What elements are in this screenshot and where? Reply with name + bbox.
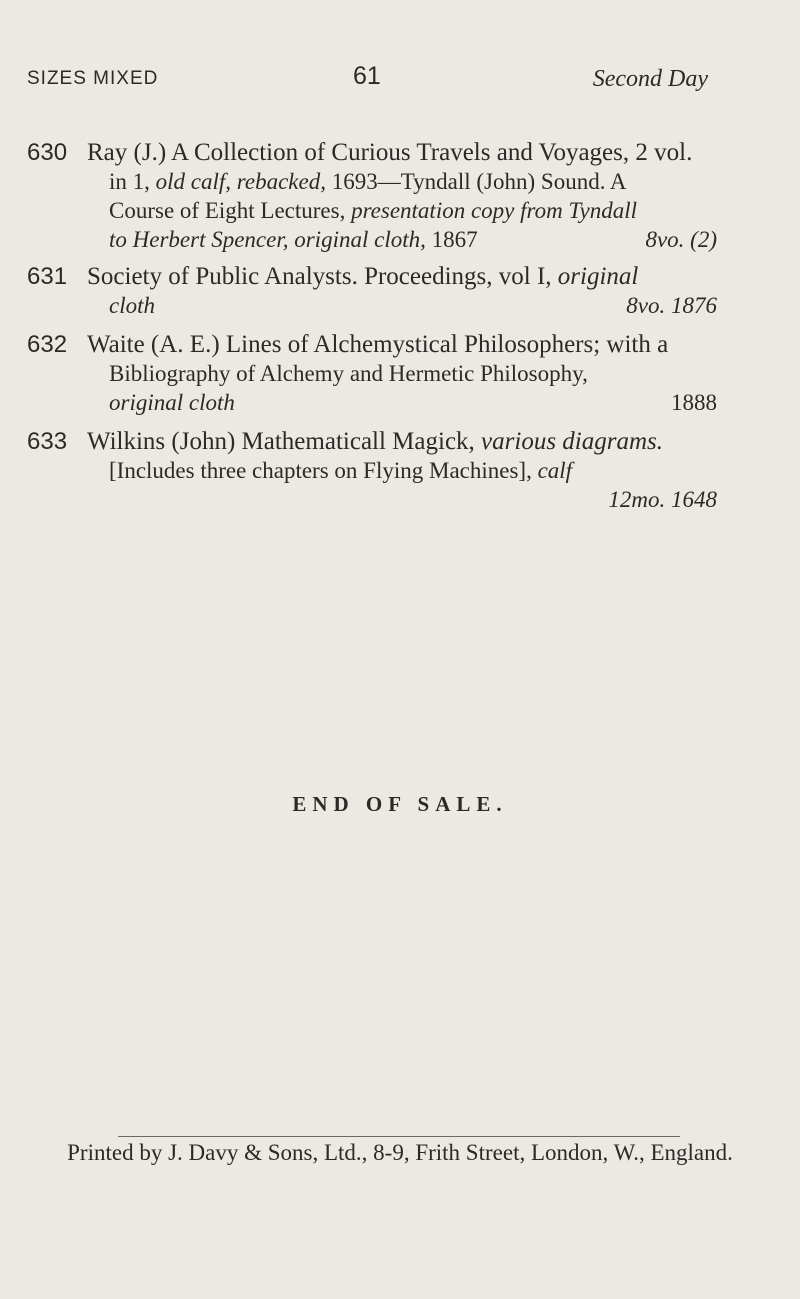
lot-text-italic: presentation copy from Tyndall — [351, 198, 638, 223]
lot-line — [87, 485, 717, 514]
lot-entry-633 — [27, 427, 717, 514]
lot-line — [87, 167, 717, 196]
lot-number: 630 — [27, 139, 68, 166]
lot-line — [87, 225, 717, 254]
lot-text-italic: original cloth — [109, 390, 235, 415]
lot-number: 631 — [27, 263, 68, 290]
lot-line — [87, 456, 717, 485]
lot-text: 1693—Tyndall (John) Sound. A — [325, 169, 627, 194]
lot-number: 632 — [27, 331, 68, 358]
lot-line — [87, 291, 717, 320]
lot-text: Wilkins (John) Mathematicall Magick, — [87, 428, 482, 455]
lot-line: Bibliography of Alchemy and Hermetic Philosophy, — [109, 361, 588, 386]
printer-imprint: Printed by J. Davy & Sons, Ltd., 8-9, Frith Street, London, W., England. — [67, 1140, 733, 1165]
lot-text: 1867 — [425, 227, 478, 252]
lot-text-italic: original — [557, 263, 639, 290]
footer-divider — [118, 1136, 680, 1137]
page-number: 61 — [353, 62, 381, 90]
lot-text: Course of Eight Lectures, — [109, 198, 352, 223]
lot-format: 8vo. (2) — [645, 227, 717, 252]
lot-description — [87, 330, 717, 417]
lot-line: Ray (J.) A Collection of Curious Travels and Voyages, 2 vol. — [87, 139, 693, 166]
lot-text-italic: calf — [537, 458, 573, 483]
running-head-right: Second Day — [592, 66, 708, 92]
lot-line: Waite (A. E.) Lines of Alchemystical Philosophers; with a — [87, 331, 669, 358]
end-of-sale-heading: END OF SALE. — [292, 792, 508, 816]
lot-text-italic: old calf, rebacked, — [155, 169, 326, 194]
lot-line — [87, 262, 717, 291]
lot-description — [87, 262, 717, 320]
lot-text-italic: various diagrams. — [481, 428, 664, 455]
lot-text-italic: to Herbert Spencer, original cloth, — [109, 227, 426, 252]
running-head — [27, 62, 708, 96]
lot-description — [87, 138, 717, 254]
lot-line — [87, 427, 717, 456]
lot-year: 1888 — [671, 390, 717, 415]
lot-description — [87, 427, 717, 514]
lot-line — [87, 388, 717, 417]
lot-text: Society of Public Analysts. Proceedings, vol I, — [87, 263, 558, 290]
lot-entry-632 — [27, 330, 717, 417]
lot-entry-630 — [27, 138, 717, 254]
lot-text: in 1, — [109, 169, 156, 194]
lot-text — [109, 225, 478, 254]
lot-format: 8vo. 1876 — [626, 293, 717, 318]
lot-line — [87, 196, 717, 225]
lot-text: [Includes three chapters on Flying Machines], — [109, 458, 538, 483]
lot-format: 12mo. 1648 — [608, 487, 717, 512]
lot-entry-631 — [27, 262, 717, 320]
lot-number: 633 — [27, 428, 68, 455]
lot-text-italic: cloth — [109, 293, 155, 318]
running-head-left: SIZES MIXED — [27, 68, 159, 89]
